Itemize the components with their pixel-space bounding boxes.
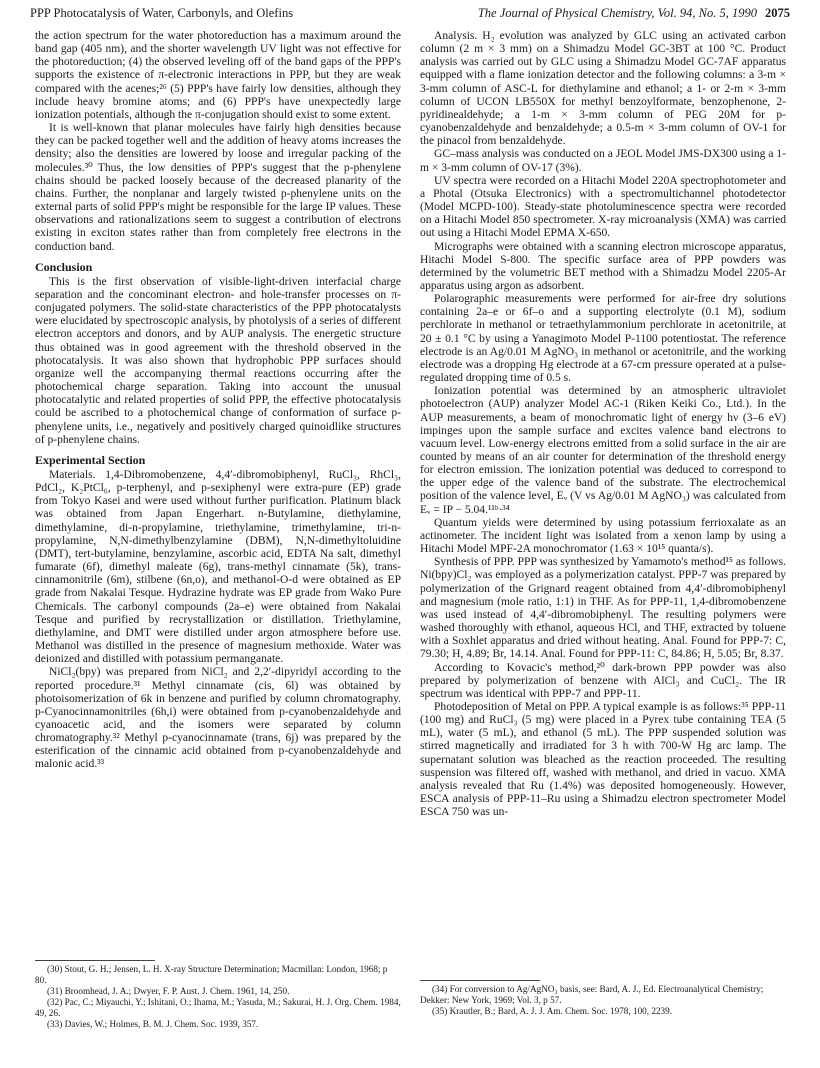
footnote-rule [35,960,155,961]
paragraph: Quantum yields were determined by using potassium ferrioxalate as an actinometer. The incident light was isolated from a xenon lamp by using a Hitachi Model MPF-2A monochromator (1.63 × 10¹⁵ quanta/s). [420,516,786,556]
paragraph: Ionization potential was determined by an atmospheric ultraviolet photoelectron (AUP) analyzer Model AC-1 (Riken Keiki Co., Ltd.). In the AUP measurements, a beam of monochromatic light of energy hν (3–6 eV) impinges upon the sample surface and excites valence band electrons to vacuum level. Low-energy electrons emitted from a solid surface in the air are counted by means of an air counter for determination of the threshold energy for electron emission. The ionization potential was deduced to correspond to the upper edge of the valence band of the substrate. The electrochemical position of the valence level, Eᵥ (V vs Ag/0.01 M AgNO₃) was calculated from Eᵥ = IP − 5.04.¹¹ᵇ·³⁴ [420,385,786,516]
paragraph: Synthesis of PPP. PPP was synthesized by Yamamoto's method¹⁵ as follows. Ni(bpy)Cl₂ was employed as a polymerization catalyst. PPP-7 was prepared by polymerization of the Grignard reagent obtained from 4,4′-dibromobiphenyl and magnesium (mole ratio, 1:1) in THF. As for PPP-11, 1,4-dibromobenzene was used instead of 4,4′-dibromobiphenyl. The resulting polymers were washed thoroughly with ethanol, aqueous HCl, and THF, extracted by toluene with a Soxhlet apparatus and dried without heating. Anal. Found for PPP-7: C, 79.30; H, 4.89; Br, 14.14. Anal. Found for PPP-11: C, 84.86; H, 5.05; Br, 8.37. [420,556,786,661]
page-number: 2075 [765,6,790,20]
running-title: PPP Photocatalysis of Water, Carbonyls, and Olefins [30,6,294,20]
footnotes-right [420,980,786,1017]
footnote: (34) For conversion to Ag/AgNO₃ basis, see: Bard, A. J., Ed. Electroanalytical Chemistry; Dekker: New York, 1969; Vol. 3, p 57. [420,984,764,1005]
footnotes-left [35,960,401,1030]
left-column [35,30,401,772]
paragraph: GC–mass analysis was conducted on a JEOL Model JMS-DX300 using a 1-m × 3-mm column of OV-17 (3%). [420,148,786,174]
right-column [420,30,786,819]
paragraph: Micrographs were obtained with a scanning electron microscope apparatus, Hitachi Model S-800. The specific surface area of PPP powders was determined by the volumetric BET method with a Shimadzu Model 2205-Ar apparatus using argon as adsorbent. [420,240,786,292]
paragraph: Analysis. H₂ evolution was analyzed by GLC using an activated carbon column (2 m × 3 mm) on a Shimadzu Model GC-3BT at 100 °C. Product analysis was carried out by GLC using a Shimadzu Model GC-7AF apparatus equipped with a flame ionization detector and the following columns: a 3-m × 3-mm column of ASC-L for diethylamine and ethanol; a 1- or 2-m × 3-mm column of UCON LB550X for methyl benzoylformate, benzophenone, 2-pyridinealdehyde; a 1-m × 3-mm column of PEG 20M for p-cyanobenzaldehyde and benzaldehyde; a 0.5-m × 3-mm column of OV-1 for the pinacol from benzaldehyde. [420,30,786,148]
section-heading-experimental: Experimental Section [35,452,146,467]
paragraph: NiCl₂(bpy) was prepared from NiCl₂ and 2,2′-dipyridyl according to the reported procedure.³¹ Methyl cinnamate (cis, 6l) was obtained by photoisomerization of 6k in benzene and purified by column chromatography. p-Cyanocinnamonitriles (6h,i) were obtained from p-cyanobenzaldehyde and cyanoacetic acid, and the isomers were separated by column chromatography.³² Methyl p-cyanocinnamate (trans, 6j) was prepared by the esterification of the cinnamic acid obtained from p-cyanobenzaldehyde and malonic acid.³³ [35,666,401,771]
footnote: (32) Pac, C.; Miyauchi, Y.; Ishitani, O.; Ihama, M.; Yasuda, M.; Sakurai, H. J. Org. Chem. 1984, 49, 26. [35,997,401,1018]
journal-citation: The Journal of Physical Chemistry, Vol. 94, No. 5, 1990 2075 [477,6,790,20]
paragraph: It is well-known that planar molecules have fairly high densities because they can be packed together well and the addition of heavy atoms increases the density; also the densities are lowered by loose and irregular packing of the molecules.³⁰ Thus, the low densities of PPP's suggest that the p-phenylene chains should be packed loosely because of the decreased planarity of the chains. Further, the nonplanar and largely twisted p-phenylene units on the external parts of solid PPP's might be responsible for the large IP values. These observations and rationalizations seem to suggest a contribution of electrons existing in exciton states rather than from completely free electrons in the conduction band. [35,122,401,253]
footnote: (35) Krautler, B.; Bard, A. J. J. Am. Chem. Soc. 1978, 100, 2239. [432,1006,673,1016]
paragraph: Polarographic measurements were performed for air-free dry solutions containing 2a–e or 6f–o and a supporting electrolyte (0.1 M), sodium perchlorate in methanol or tetraethylammonium perchlorate in acetonitrile, at 20 ± 0.1 °C by using a Yanagimoto Model P-1100 potentiostat. The reference electrode is an Ag/0.01 M AgNO₃ in methanol or acetonitrile, and the working electrode was a dropping Hg electrode at a 67-cm pressure operated at a pulse-regulated dropping time of 0.5 s. [420,293,786,385]
paragraph: Photodeposition of Metal on PPP. A typical example is as follows:³⁵ PPP-11 (100 mg) and RuCl₃ (5 mg) were placed in a Pyrex tube containing TEA (5 mL), water (5 mL), and ethanol (5 mL). The PPP suspended solution was stirred magnetically and irradiated for 3 h with 700-W Hg arc lamp. The supernatant solution was bleached as the reaction proceeded. The resulting suspension was filtered off, washed with methanol, and dried in vacuo. XMA analysis revealed that Ru (1.4%) was deposited homogeneously. However, ESCA analysis of PPP-11–Ru using a Shimadzu electron spectrometer Model ESCA 750 was un- [420,700,786,819]
paragraph: Materials. 1,4-Dibromobenzene, 4,4′-dibromobiphenyl, RuCl₃, RhCl₃, PdCl₂, K₂PtCl₆, p-terphenyl, and p-sexiphenyl were extra-pure (EP) grade from Tokyo Kasei and were used without further purification. Platinum black was obtained from Japan Engerhart. n-Butylamine, diethylamine, dimethylamine, di-n-propylamine, triethylamine, trimethylamine, tri-n-propylamine, N,N-dimethylbenzylamine (DBM), N,N-dimethyltoluidine (DMT), tert-butylamine, benzylamine, ascorbic acid, EDTA Na salt, dimethyl fumarate (6f), dimethyl maleate (6g), trans-methyl cinnamate (5k), trans-cinnamonitrile (6m), stilbene (6n,o), and methanol-O-d were obtained as EP grade from Nakalai Tesque. Hydrazine hydrate was EP grade from Wako Pure Chemicals. The carbonyl compounds (2a–e) were obtained from Nakalai Tesque and purified by recrystallization or distillation. Triethylamine, diethylamine, and DMT were distilled under argon atmosphere before use. Methanol was distilled in the presence of magnesium methoxide. Water was deionized and distilled with potassium permanganate. [35,469,401,666]
footnote: (30) Stout, G. H.; Jensen, L. H. X-ray Structure Determination; Macmillan: London, 1968; p 80. [35,964,388,985]
footnote-rule [420,980,540,981]
footnote: (33) Davies, W.; Holmes, B. M. J. Chem. Soc. 1939, 357. [47,1019,259,1029]
section-heading-conclusion: Conclusion [35,259,93,274]
paragraph: UV spectra were recorded on a Hitachi Model 220A spectrophotometer and a Photal (Otsuka Electronics) with a spectromultichannel photodetector (Model MCPD-100). Steady-state photoluminescence spectra were recorded on a Hitachi Model 850 spectrometer. X-ray microanalysis (XMA) was carried out using a Hitachi Model EPMA X-650. [420,174,786,240]
paragraph: This is the first observation of visible-light-driven interfacial charge separation and the concominant electron- and hole-transfer processes on π-conjugated polymers. The solid-state characteristics of the PPP photocatalysts were elucidated by spectroscopic analysis, by photolysis of a series of different electron acceptors and donors, and by AUP analysis. The energetic structure thus obtained was in good agreement with the threshold observed in the photocatalysis. It was also shown that hydrophobic PPP surfaces should organize well the accompanying thermal reactions occurring after the photochemical charge separation. Taking into account the unusual photocatalytic and related properties of solid PPP, the effective photocatalysis could be ascribed to a photochemical change of conformation of surface p-phenylene units, i.e., negatively and positively charged quinoidlike structures of p-phenylene chains. [35,275,401,446]
footnote: (31) Broomhead, J. A.; Dwyer, F. P. Aust. J. Chem. 1961, 14, 250. [47,986,290,996]
paragraph: According to Kovacic's method,²⁰ dark-brown PPP powder was also prepared by polymerization of benzene with AlCl₃ and CuCl₂. The IR spectrum was identical with PPP-7 and PPP-11. [420,661,786,700]
paragraph: the action spectrum for the water photoreduction has a maximum around the band gap (405 nm), and the shorter wavelength UV light was not effective for the photoreduction; (4) the observed leveling off of the band gaps of the PPP's supports the existence of π-electronic interactions in PPP, but they are weak compared with the acenes;²⁶ (5) PPP's have fairly low densities, although they include heavy bromine atoms; and (6) PPP's have unexpectedly large ionization potentials, although the π-conjugation should exist to some extent. [35,30,401,121]
running-header [30,6,790,26]
